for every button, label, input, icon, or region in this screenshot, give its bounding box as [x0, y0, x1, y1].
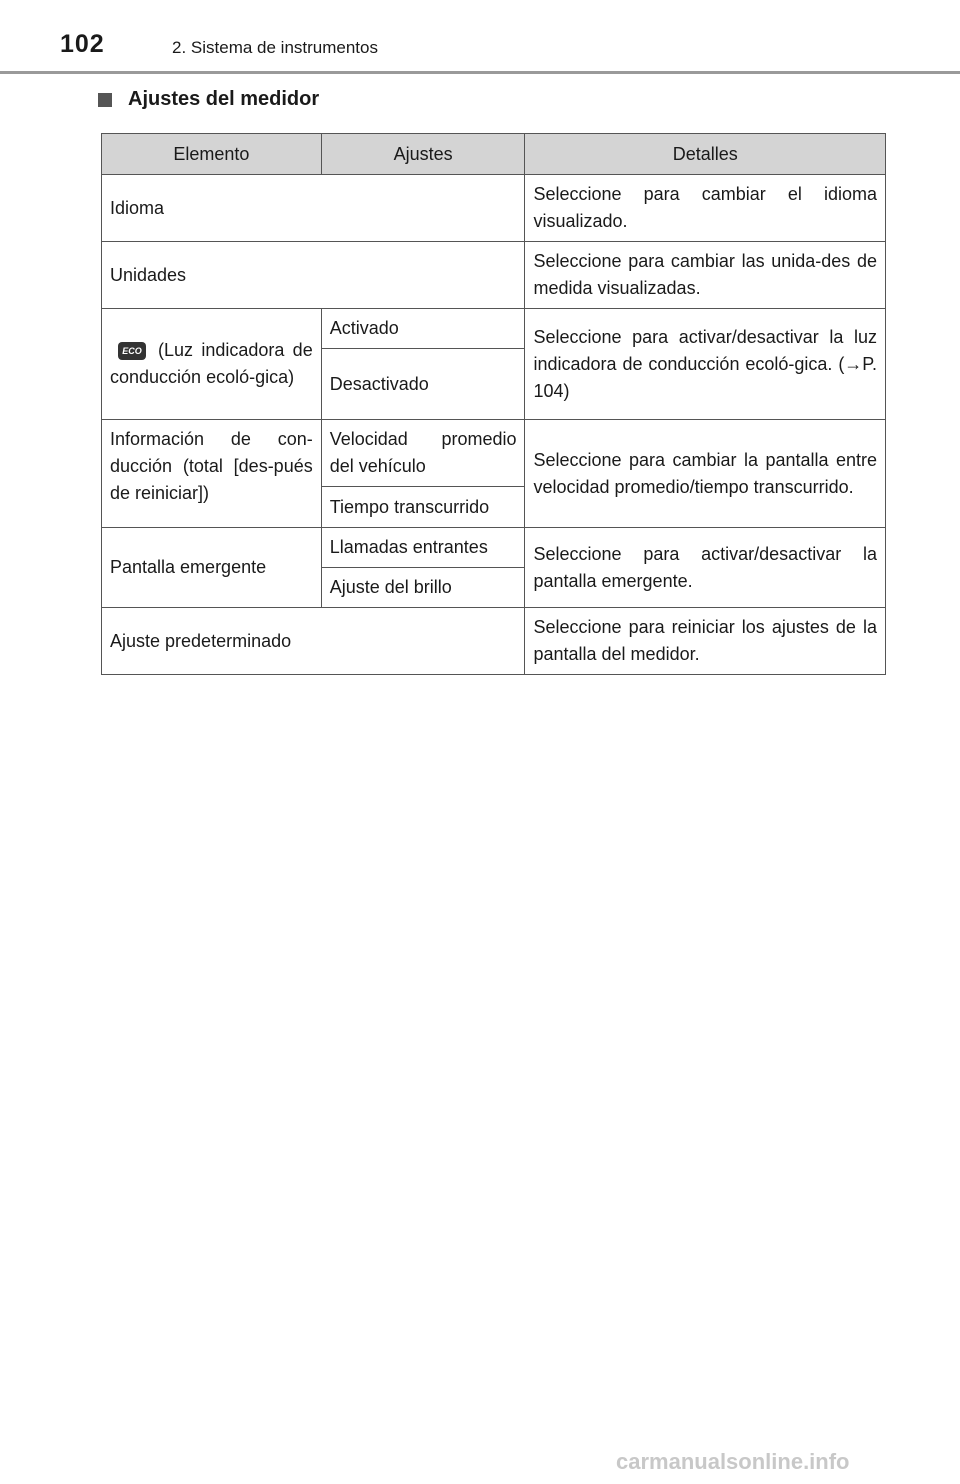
header-ajustes: Ajustes	[321, 134, 525, 175]
section-title: Ajustes del medidor	[128, 88, 320, 110]
details-cell: Seleccione para cambiar las unida-des de medida visualizadas.	[525, 242, 886, 309]
page-number: 102	[60, 30, 105, 58]
setting-cell: Velocidad promedio del vehículo	[321, 420, 525, 487]
section-heading	[98, 88, 319, 111]
table-row-popup	[102, 528, 886, 568]
setting-cell: Activado	[321, 309, 525, 349]
element-cell: Pantalla emergente	[102, 528, 322, 608]
setting-cell: Tiempo transcurrido	[321, 487, 525, 528]
setting-cell: Desactivado	[321, 349, 525, 420]
header-rule	[0, 71, 960, 74]
setting-cell: Ajuste del brillo	[321, 568, 525, 608]
watermark: carmanualsonline.info	[616, 1449, 850, 1474]
details-cell: Seleccione para cambiar la pantalla entre velocidad promedio/tiempo transcurrido.	[525, 420, 886, 528]
header-elemento: Elemento	[102, 134, 322, 175]
table-row-info	[102, 420, 886, 487]
chapter-title: 2. Sistema de instrumentos	[172, 38, 378, 57]
table-row-reset	[102, 608, 886, 675]
element-cell: Ajuste predeterminado	[102, 608, 525, 675]
table-row-idioma	[102, 175, 886, 242]
element-cell: Unidades	[102, 242, 525, 309]
details-cell: Seleccione para activar/desactivar la pantalla emergente.	[525, 528, 886, 608]
details-cell: Seleccione para reiniciar los ajustes de la pantalla del medidor.	[525, 608, 886, 675]
table-row-unidades	[102, 242, 886, 309]
settings-table	[101, 133, 886, 675]
details-cell: Seleccione para activar/desactivar la luz indicadora de conducción ecoló-gica. (→P. 104)	[525, 309, 886, 420]
element-text: (Luz indicadora de conducción ecoló-gica)	[110, 340, 313, 387]
setting-cell: Llamadas entrantes	[321, 528, 525, 568]
eco-indicator-icon: ECO	[118, 342, 146, 360]
element-cell: Idioma	[102, 175, 525, 242]
element-cell: Información de con-ducción (total [des-pués de reiniciar])	[102, 420, 322, 528]
table-header-row	[102, 134, 886, 175]
square-bullet-icon	[98, 93, 112, 107]
details-cell: Seleccione para cambiar el idioma visualizado.	[525, 175, 886, 242]
table-row-eco	[102, 309, 886, 349]
header-detalles: Detalles	[525, 134, 886, 175]
element-cell	[102, 309, 322, 420]
